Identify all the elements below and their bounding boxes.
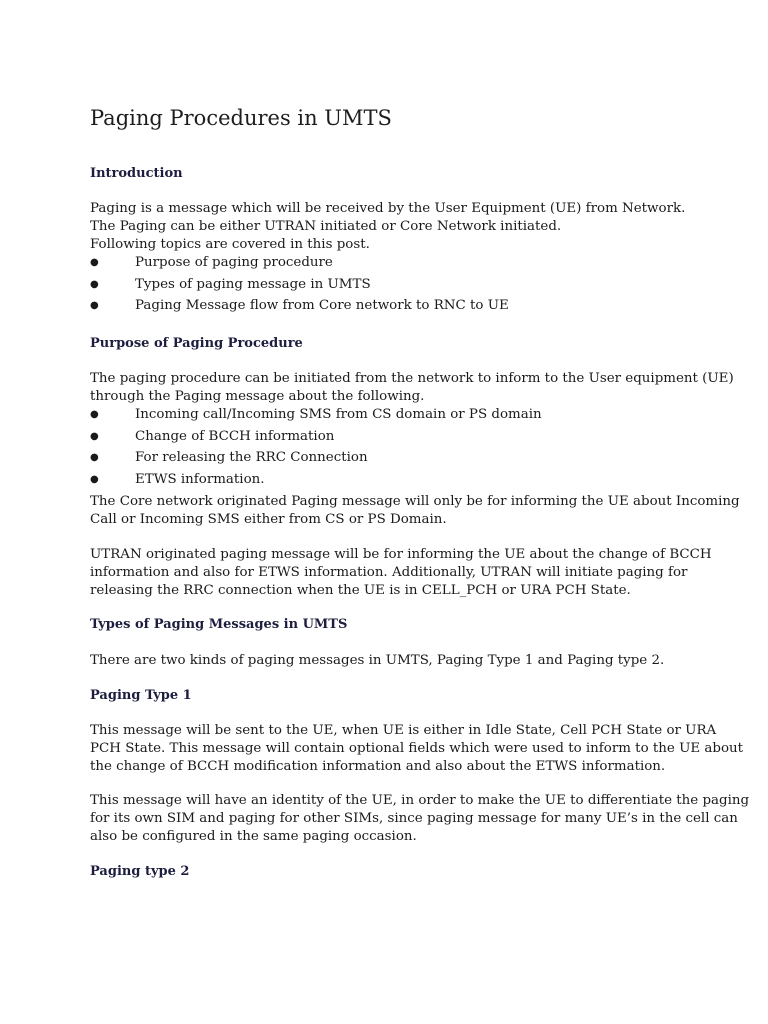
core-network-line: Call or Incoming SMS either from CS or PS Domain. [90,512,447,527]
list-item-text: Change of BCCH information [135,428,335,444]
intro-line: The Paging can be either UTRAN initiated or Core Network initiated. [90,219,562,234]
list-item-text: Paging Message flow from Core network to RNC to UE [135,298,509,313]
core-network-line: The Core network originated Paging message will only be for informing the UE about Incoming [90,494,740,509]
intro-paragraph [90,200,690,254]
utran-paragraph [90,546,712,600]
type1-identity-line: This message will have an identity of the UE, in order to make the UE to differentiate the paging [90,793,750,808]
heading-paging-type-2: Paging type 2 [90,864,190,879]
heading-paging-type-1: Paging Type 1 [90,688,192,703]
type1-identity-line: also be configured in the same paging occasion. [90,829,417,844]
list-item-text: Incoming call/Incoming SMS from CS domain or PS domain [135,407,542,422]
list-item-text: Purpose of paging procedure [135,255,333,270]
utran-line: information and also for ETWS information. Additionally, UTRAN will initiate paging for [90,565,688,580]
bullet-icon: ● [90,300,99,311]
list-item-text: For releasing the RRC Connection [135,450,368,465]
type1-paragraph [90,722,744,776]
intro-line: Paging is a message which will be received by the User Equipment (UE) from Network. [90,201,686,216]
heading-types: Types of Paging Messages in UMTS [90,617,348,632]
bullet-icon: ● [90,452,99,463]
type1-identity-paragraph [90,792,750,846]
core-network-paragraph [90,493,740,529]
bullet-icon: ● [90,473,99,485]
utran-line: UTRAN originated paging message will be for informing the UE about the change of BCCH [90,547,712,562]
type1-line: This message will be sent to the UE, when UE is either in Idle State, Cell PCH State or URA [90,723,717,738]
list-item-text: Types of paging message in UMTS [135,276,371,292]
types-line: There are two kinds of paging messages in UMTS, Paging Type 1 and Paging type 2. [90,653,665,668]
purpose-paragraph [90,370,734,406]
document-title: Paging Procedures in UMTS [90,106,392,130]
types-paragraph [90,652,690,670]
bullet-icon: ● [90,409,99,420]
bullet-icon: ● [90,430,99,442]
type1-line: PCH State. This message will contain optional fields which were used to inform to the UE about [90,741,744,756]
purpose-line: The paging procedure can be initiated from the network to inform to the User equipment (UE) [90,371,734,386]
intro-line: Following topics are covered in this post. [90,237,370,252]
heading-purpose: Purpose of Paging Procedure [90,336,303,351]
type1-line: the change of BCCH modification information and also about the ETWS information. [90,759,666,774]
utran-line: releasing the RRC connection when the UE is in CELL_PCH or URA PCH State. [90,583,631,598]
list-item-text: ETWS information. [135,471,265,487]
bullet-icon: ● [90,257,99,268]
type1-identity-line: for its own SIM and paging for other SIMs, since paging message for many UE’s in the cell can [90,811,738,826]
bullet-icon: ● [90,278,99,290]
heading-introduction: Introduction [90,166,183,181]
purpose-line: through the Paging message about the following. [90,389,425,404]
